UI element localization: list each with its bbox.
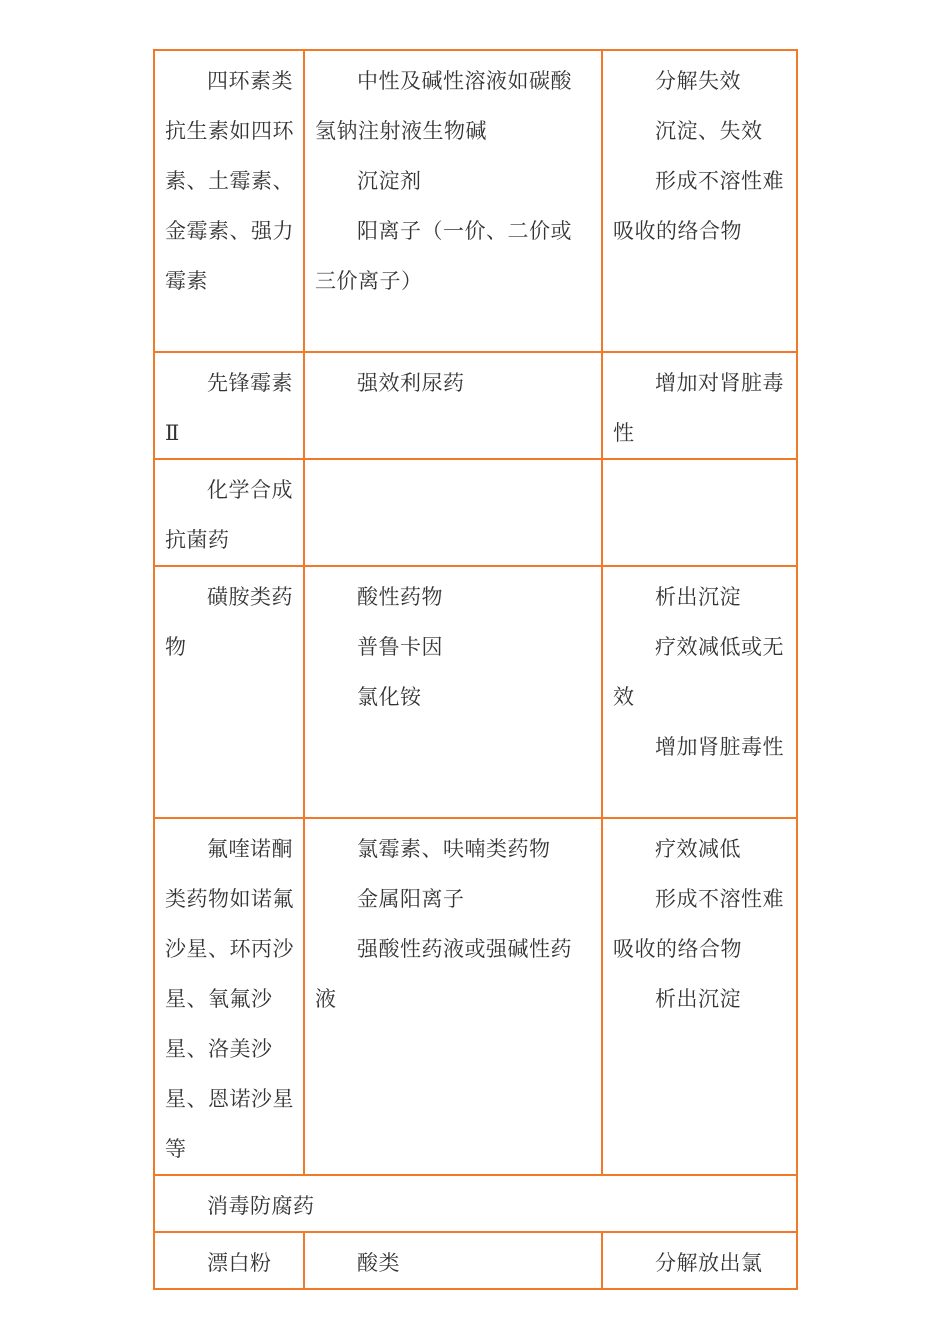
cell-text: 四环素类抗生素如四环素、土霉素、金霉素、强力霉素 — [165, 69, 294, 293]
incompatible-cell — [304, 566, 602, 818]
cell-text: 漂白粉 — [207, 1251, 272, 1275]
drug-cell — [154, 459, 304, 566]
result-cell — [602, 818, 797, 1175]
cell-text: 磺胺类药物 — [165, 585, 293, 659]
cell-text: 增加肾脏毒性 — [655, 735, 784, 759]
cell-text: 先锋霉素Ⅱ — [165, 371, 293, 445]
cell-text: 中性及碱性溶液如碳酸氢钠注射液生物碱 — [315, 69, 572, 143]
drug-cell — [154, 352, 304, 459]
table-row — [154, 566, 797, 818]
result-cell — [602, 50, 797, 352]
cell-text: 分解放出氯 — [655, 1251, 763, 1275]
cell-text: 化学合成抗菌药 — [165, 478, 293, 552]
cell-text: 沉淀、失效 — [655, 119, 763, 143]
cell-text: 普鲁卡因 — [357, 635, 443, 659]
table-row — [154, 1232, 797, 1289]
section-heading-cell — [154, 1175, 797, 1232]
cell-text: 氟喹诺酮类药物如诺氟沙星、环丙沙星、氧氟沙星、洛美沙星、恩诺沙星等 — [165, 837, 294, 1161]
table-row — [154, 50, 797, 352]
section-heading: 消毒防腐药 — [207, 1194, 315, 1218]
cell-text: 强酸性药液或强碱性药液 — [315, 937, 572, 1011]
cell-text: 形成不溶性难吸收的络合物 — [613, 169, 784, 243]
cell-text: 强效利尿药 — [357, 371, 465, 395]
cell-text: 阳离子（一价、二价或三价离子） — [315, 219, 572, 293]
incompatible-cell — [304, 1232, 602, 1289]
incompatible-cell — [304, 818, 602, 1175]
incompatible-cell — [304, 459, 602, 566]
cell-text: 增加对肾脏毒性 — [613, 371, 784, 445]
incompatible-cell — [304, 352, 602, 459]
result-cell — [602, 1232, 797, 1289]
cell-text: 析出沉淀 — [655, 987, 741, 1011]
cell-text: 酸性药物 — [357, 585, 443, 609]
result-cell — [602, 459, 797, 566]
cell-text: 酸类 — [357, 1251, 400, 1275]
cell-text: 沉淀剂 — [357, 169, 422, 193]
cell-text: 疗效减低 — [655, 837, 741, 861]
drug-cell — [154, 818, 304, 1175]
incompatible-cell — [304, 50, 602, 352]
result-cell — [602, 352, 797, 459]
cell-text: 分解失效 — [655, 69, 741, 93]
table-row — [154, 818, 797, 1175]
drug-cell — [154, 566, 304, 818]
cell-text: 形成不溶性难吸收的络合物 — [613, 887, 784, 961]
result-cell — [602, 566, 797, 818]
table-row — [154, 459, 797, 566]
drug-cell — [154, 50, 304, 352]
section-row — [154, 1175, 797, 1232]
drug-cell — [154, 1232, 304, 1289]
cell-text: 析出沉淀 — [655, 585, 741, 609]
drug-incompatibility-table — [153, 49, 798, 1290]
cell-text: 金属阳离子 — [357, 887, 465, 911]
cell-text: 氯霉素、呋喃类药物 — [357, 837, 551, 861]
cell-text: 氯化铵 — [357, 685, 422, 709]
table-row — [154, 352, 797, 459]
cell-text: 疗效减低或无效 — [613, 635, 784, 709]
